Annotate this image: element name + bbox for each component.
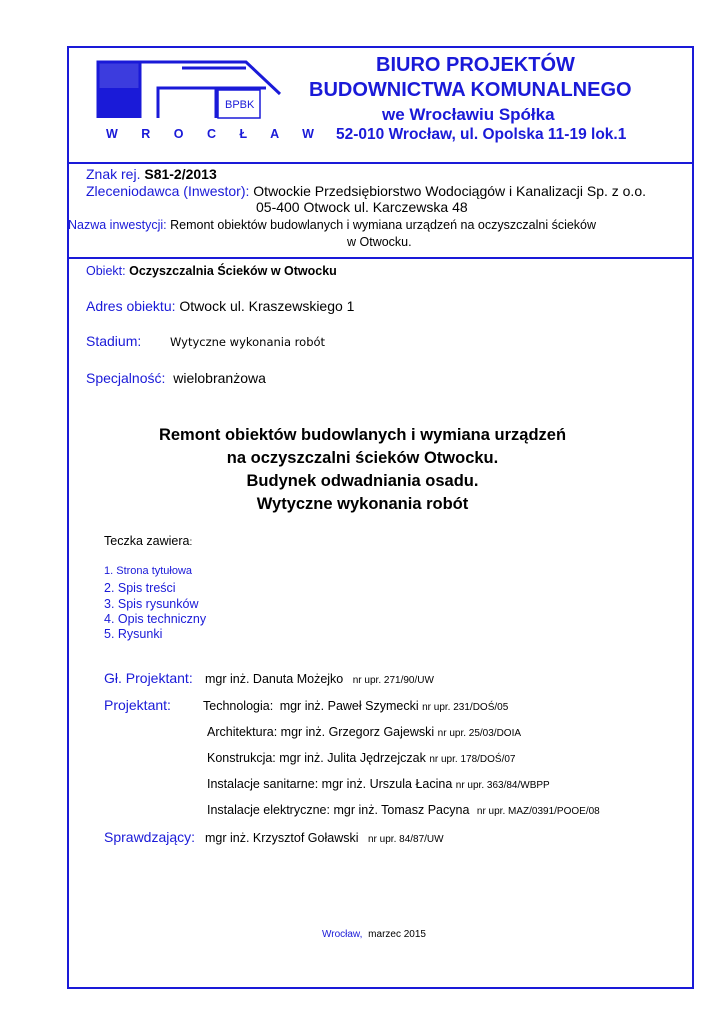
designer-row: Architektura: mgr inż. Grzegorz Gajewski nr upr. 25/03/DOIA [207,725,522,739]
znak-value: S81-2/2013 [144,166,217,182]
adres-label: Adres obiektu: [86,298,176,314]
zleceniodawca-address: 05-400 Otwock ul. Karczewska 48 [256,199,468,215]
contents-item: 5. Rysunki [104,627,163,641]
title-line1: Remont obiektów budowlanych i wymiana urządzeń [158,426,567,444]
gl-projektant-nr: nr upr. 271/90/UW [352,675,434,686]
contents-item: 2. Spis treści [104,581,176,595]
contents-item: 1. Strona tytułowa [104,565,193,577]
obiekt-label: Obiekt: [86,264,126,278]
stadium-value: Wytyczne wykonania robót [170,335,326,349]
company-address: 52-010 Wrocław, ul. Opolska 11-19 lok.1 [336,126,627,143]
specjalnosc-row [86,370,266,386]
bpbk-logo [96,58,282,122]
designer-row: Konstrukcja: mgr inż. Julita Jędrzejczak nr upr. 178/DOŚ/07 [207,751,516,765]
sprawdzajacy-row [205,831,444,845]
obiekt-value: Oczyszczalnia Ścieków w Otwocku [129,264,337,278]
contents-item: 3. Spis rysunków [104,597,199,611]
footer-date [322,929,426,940]
contents-item: 4. Opis techniczny [104,612,207,626]
stadium-label: Stadium: [86,333,142,349]
footer-city: Wrocław, [322,929,363,940]
company-line1: BIURO PROJEKTÓW [376,54,575,76]
znak-row [86,166,217,182]
adres-value: Otwock ul. Kraszewskiego 1 [179,298,355,314]
title-line4: Wytyczne wykonania robót [256,495,469,513]
designer-row: Technologia: mgr inż. Paweł Szymecki nr upr. 231/DOŚ/05 [203,699,509,713]
company-line2: BUDOWNICTWA KOMUNALNEGO [309,79,632,101]
city-spaced: W R O C Ł A W [106,127,324,141]
zleceniodawca-label: Zleceniodawca (Inwestor): [86,183,250,199]
zleceniodawca-row [86,183,646,199]
specjalnosc-value: wielobranżowa [173,370,266,386]
gl-projektant-row [205,672,434,686]
nazwa-value2: w Otwocku. [347,235,412,249]
title-line2: na oczyszczalni ścieków Otwocku. [226,449,499,467]
designer-row: Instalacje elektryczne: mgr inż. Tomasz Pacyna nr upr. MAZ/0391/POOE/08 [207,803,600,817]
sprawdzajacy-nr: nr upr. 84/87/UW [368,834,444,845]
logo-text: BPBK [225,99,255,111]
zleceniodawca-value: Otwockie Przedsiębiorstwo Wodociągów i Kanalizacji Sp. z o.o. [253,183,646,199]
footer-date-value: marzec 2015 [368,929,426,940]
adres-row [86,298,354,314]
nazwa-row [68,218,596,232]
company-line3: we Wrocławiu Spółka [382,105,555,124]
gl-projektant-name: mgr inż. Danuta Możejko [205,672,344,686]
gl-projektant-label: Gł. Projektant: [104,670,193,686]
title-line3: Budynek odwadniania osadu. [246,472,479,490]
designer-row: Instalacje sanitarne: mgr inż. Urszula Łacina nr upr. 363/84/WBPP [207,777,550,791]
sprawdzajacy-label: Sprawdzający: [104,829,196,845]
info-divider [67,257,694,259]
contents-label: Teczka zawiera: [104,534,193,548]
header-divider [67,162,694,164]
znak-label: Znak rej. [86,166,141,182]
sprawdzajacy-name: mgr inż. Krzysztof Goławski [205,831,359,845]
obiekt-row [86,264,337,278]
specjalnosc-label: Specjalność: [86,370,166,386]
nazwa-value: Remont obiektów budowlanych i wymiana urządzeń na oczyszczalni ścieków [170,218,597,232]
nazwa-label: Nazwa inwestycji: [68,218,167,232]
projektant-label: Projektant: [104,697,171,713]
